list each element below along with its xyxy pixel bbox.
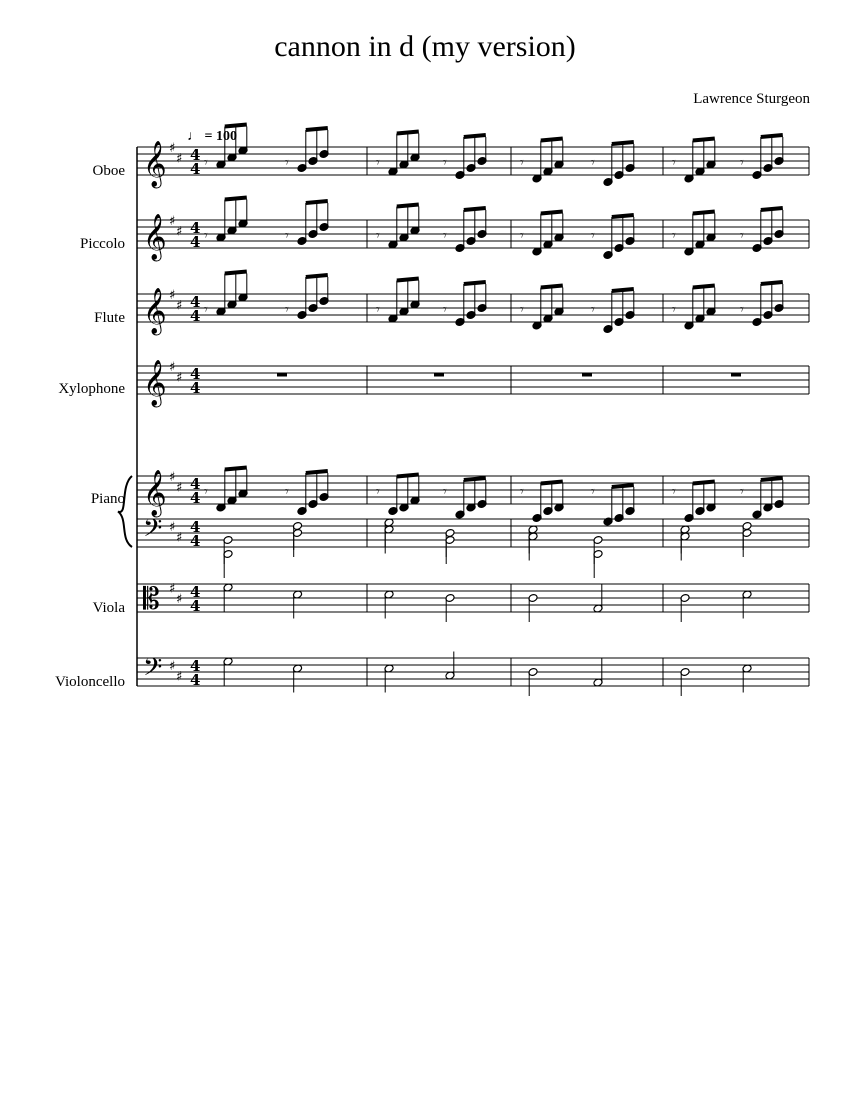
sharp-icon: ♯: [169, 141, 176, 156]
clef-treble-icon: 𝄞: [143, 141, 167, 187]
time-signature-numerator: 4: [190, 365, 201, 383]
eighth-rest-icon: 𝄾: [591, 484, 595, 500]
beam: [693, 212, 715, 214]
beam: [225, 125, 247, 127]
time-signature-denominator: 4: [190, 671, 201, 689]
time-signature-denominator: 4: [190, 379, 201, 397]
sharp-icon: ♯: [176, 298, 183, 314]
time-signature-denominator: 4: [190, 489, 201, 507]
beam: [693, 286, 715, 288]
whole-rest-icon: [582, 373, 592, 377]
beam: [612, 215, 634, 217]
time-signature-denominator: 4: [190, 160, 201, 178]
beam: [225, 468, 247, 470]
time-signature-numerator: 4: [190, 475, 201, 493]
beam: [225, 198, 247, 200]
sharp-icon: ♯: [169, 581, 176, 597]
eighth-rest-icon: 𝄾: [285, 228, 289, 244]
sharp-icon: ♯: [169, 470, 176, 485]
eighth-rest-icon: 𝄾: [520, 228, 524, 244]
beam: [306, 275, 328, 277]
beam: [541, 139, 563, 141]
sharp-icon: ♯: [169, 214, 176, 229]
beam: [612, 142, 634, 144]
eighth-rest-icon: 𝄾: [443, 302, 447, 318]
clef-bass-icon: 𝄢: [143, 653, 163, 688]
eighth-rest-icon: 𝄾: [591, 302, 595, 318]
beam: [464, 478, 486, 480]
time-signature-numerator: 4: [190, 146, 201, 164]
instrument-label-oboe: Oboe: [92, 163, 125, 179]
instrument-label-violoncello: Violoncello: [55, 674, 125, 690]
whole-rest-icon: [731, 373, 741, 377]
eighth-rest-icon: 𝄾: [672, 302, 676, 318]
sharp-icon: ♯: [176, 592, 183, 607]
beam: [541, 212, 563, 214]
instrument-label-flute: Flute: [94, 310, 125, 326]
beam: [464, 135, 486, 137]
eighth-rest-icon: 𝄾: [520, 484, 524, 500]
eighth-rest-icon: 𝄾: [204, 228, 208, 244]
beam: [397, 132, 419, 134]
beam: [225, 272, 247, 274]
eighth-rest-icon: 𝄾: [443, 228, 447, 244]
instrument-label-piccolo: Piccolo: [80, 236, 125, 252]
eighth-rest-icon: 𝄾: [740, 484, 744, 500]
beam: [612, 485, 634, 487]
eighth-rest-icon: 𝄾: [443, 484, 447, 500]
time-signature-denominator: 4: [190, 597, 201, 615]
whole-rest-icon: [277, 373, 287, 377]
beam: [464, 282, 486, 284]
beam: [306, 201, 328, 203]
beam: [541, 286, 563, 288]
beam: [761, 208, 783, 210]
beam: [761, 478, 783, 480]
clef-treble-icon: 𝄞: [143, 288, 167, 334]
sharp-icon: ♯: [176, 530, 183, 546]
clef-treble-icon: 𝄞: [143, 360, 167, 406]
instrument-label-viola: Viola: [92, 600, 125, 616]
time-signature-denominator: 4: [190, 532, 201, 550]
eighth-rest-icon: 𝄾: [204, 155, 208, 171]
eighth-rest-icon: 𝄾: [740, 302, 744, 318]
time-signature-denominator: 4: [190, 307, 201, 325]
eighth-rest-icon: 𝄾: [285, 155, 289, 171]
beam: [397, 475, 419, 477]
sharp-icon: ♯: [176, 669, 183, 685]
time-signature-numerator: 4: [190, 219, 201, 237]
sharp-icon: ♯: [176, 480, 183, 496]
time-signature-denominator: 4: [190, 233, 201, 251]
clef-alto-icon: 𝄡: [143, 582, 160, 617]
clef-treble-icon: 𝄞: [143, 470, 167, 516]
sharp-icon: ♯: [169, 659, 176, 674]
notes: [143, 125, 784, 697]
beam: [306, 128, 328, 130]
clef-treble-icon: 𝄞: [143, 214, 167, 260]
piano-brace: [118, 476, 132, 547]
beam: [397, 279, 419, 281]
eighth-rest-icon: 𝄾: [672, 228, 676, 244]
composer-name: Lawrence Sturgeon: [693, 91, 810, 107]
time-signature-numerator: 4: [190, 657, 201, 675]
sharp-icon: ♯: [169, 360, 176, 375]
eighth-rest-icon: 𝄾: [376, 228, 380, 244]
eighth-rest-icon: 𝄾: [672, 155, 676, 171]
beam: [761, 135, 783, 137]
eighth-rest-icon: 𝄾: [740, 228, 744, 244]
clef-bass-icon: 𝄢: [143, 514, 163, 549]
eighth-rest-icon: 𝄾: [285, 302, 289, 318]
eighth-rest-icon: 𝄾: [740, 155, 744, 171]
tempo-marking: ♩ = 100: [187, 129, 237, 144]
beam: [693, 482, 715, 484]
sharp-icon: ♯: [169, 520, 176, 535]
eighth-rest-icon: 𝄾: [520, 155, 524, 171]
sharp-icon: ♯: [169, 288, 176, 303]
beam: [306, 471, 328, 473]
eighth-rest-icon: 𝄾: [672, 484, 676, 500]
eighth-rest-icon: 𝄾: [285, 484, 289, 500]
beam: [612, 289, 634, 291]
eighth-rest-icon: 𝄾: [376, 302, 380, 318]
eighth-rest-icon: 𝄾: [591, 155, 595, 171]
sharp-icon: ♯: [176, 151, 183, 167]
whole-rest-icon: [434, 373, 444, 377]
eighth-rest-icon: 𝄾: [520, 302, 524, 318]
eighth-rest-icon: 𝄾: [204, 484, 208, 500]
instrument-label-piano: Piano: [90, 491, 125, 507]
beam: [693, 139, 715, 141]
eighth-rest-icon: 𝄾: [376, 484, 380, 500]
beam: [397, 205, 419, 207]
beam: [541, 482, 563, 484]
eighth-rest-icon: 𝄾: [204, 302, 208, 318]
eighth-rest-icon: 𝄾: [443, 155, 447, 171]
time-signature-numerator: 4: [190, 293, 201, 311]
time-signature-numerator: 4: [190, 518, 201, 536]
score-title: cannon in d (my version): [274, 30, 576, 63]
beam: [761, 282, 783, 284]
eighth-rest-icon: 𝄾: [591, 228, 595, 244]
beam: [464, 208, 486, 210]
time-signature-numerator: 4: [190, 583, 201, 601]
instrument-label-xylophone: Xylophone: [58, 381, 125, 397]
sharp-icon: ♯: [176, 224, 183, 240]
sharp-icon: ♯: [176, 370, 183, 386]
eighth-rest-icon: 𝄾: [376, 155, 380, 171]
